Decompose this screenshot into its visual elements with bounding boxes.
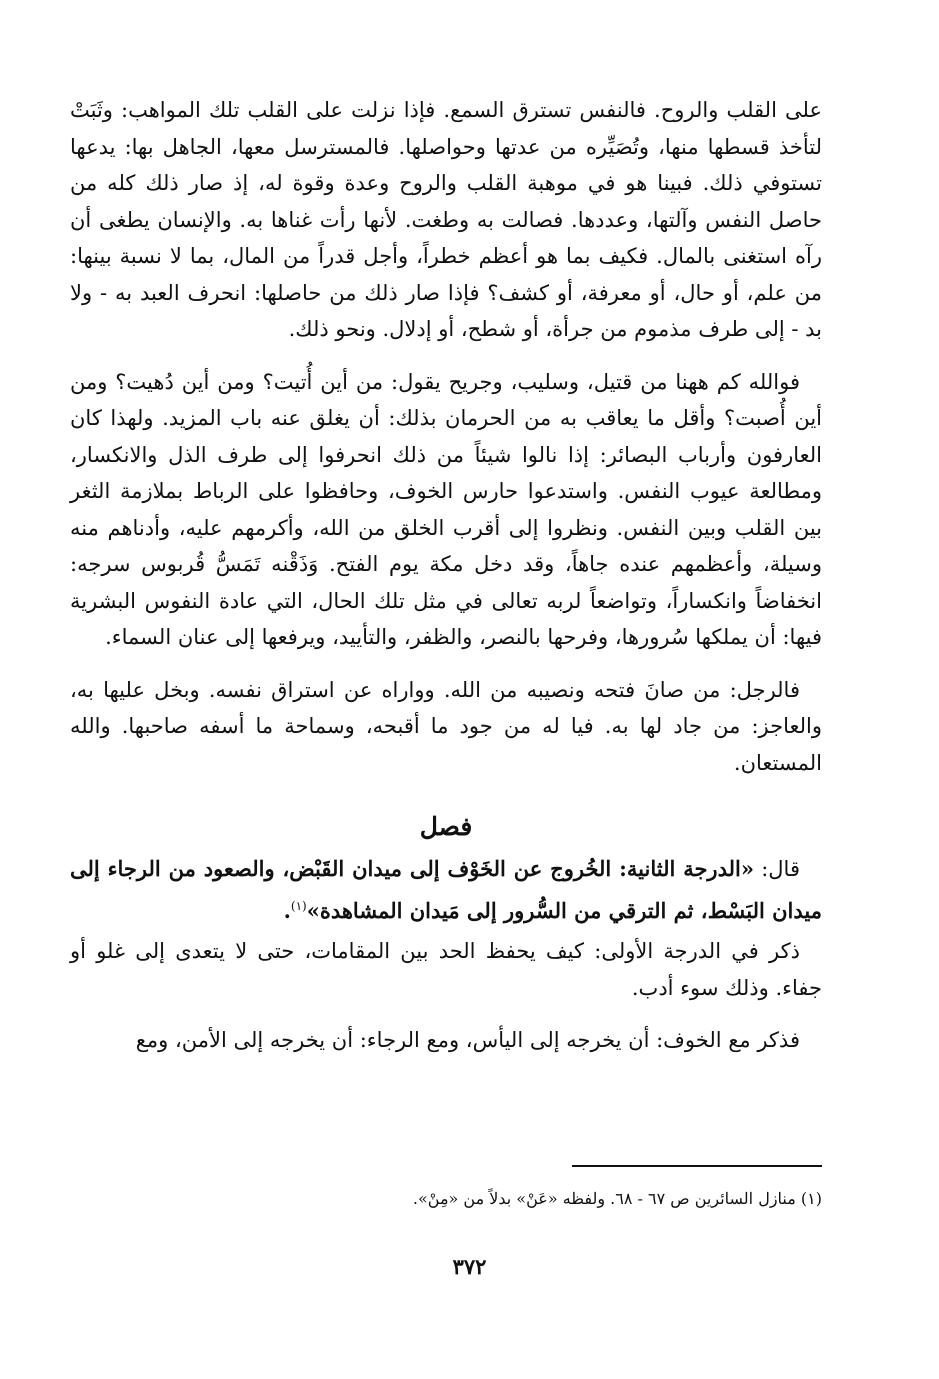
commentary-paragraph-2: فذكر مع الخوف: أن يخرجه إلى اليأس، ومع الرجاء: أن يخرجه إلى الأمن، ومع	[135, 1028, 800, 1052]
section-heading: فصل	[419, 812, 473, 841]
footnote: (١) منازل السائرين ص ٦٧ - ٦٨. ولفظه «عَنْ» بدلاً من «مِنْ».	[412, 1189, 822, 1208]
footnote-divider	[572, 1165, 822, 1167]
quote-intro: قال:	[753, 857, 800, 881]
page-body	[70, 92, 822, 1059]
footnote-marker: (١)	[290, 898, 307, 913]
body-paragraph-2: فوالله كم ههنا من قتيل، وسليب، وجريح يقول: من أين أُتيت؟ ومن أين دُهيت؟ ومن أين أُصبت؟ وأقل ما يعاقب به من الحرمان بذلك: أن يغلق عنه باب المزيد. ولهذا كان العارفون وأرباب البصائر: إذا نالوا شيئاً من ذلك انحرفوا إلى طرف الذل والانكسار، ومطالعة عيوب النفس. واستدعوا حارس الخوف، وحافظوا على الرباط بملازمة الثغر بين القلب وبين النفس. ونظروا إلى أقرب الخلق من الله، وأكرمهم عليه، وأدناهم منه وسيلة، وأعظمهم عنده جاهاً، وقد دخل مكة يوم الفتح. وَذَقْنه تَمَسُّ قُربوس سرجه: انخفاضاً وانكساراً، وتواضعاً لربه تعالى في مثل تلك الحال، التي عادة النفوس البشرية فيها: أن يملكها سُرورها، وفرحها بالنصر، والظفر، والتأييد، ويرفعها إلى عنان السماء.	[70, 369, 822, 649]
commentary-paragraph-1: ذكر في الدرجة الأولى: كيف يحفظ الحد بين المقامات، حتى لا يتعدى إلى غلو أو جفاء. وذلك سوء أدب.	[70, 939, 822, 1000]
page-number: ٣٧٢	[452, 1254, 487, 1279]
body-paragraph-1: على القلب والروح. فالنفس تسترق السمع. فإذا نزلت على القلب تلك المواهب: وثَبَتْ لتأخذ قسطها منها، وتُصَيِّره من عدتها وحواصلها. فالمسترسل معها، الجاهل بها: يدعها تستوفي ذلك. فبينا هو في موهبة القلب والروح وعدة وقوة له، إذ صار ذلك كله من حاصل النفس وآلتها، وعددها. فصالت به وطغت. لأنها رأت غناها به. والإنسان يطغى أن رآه استغنى بالمال. فكيف بما هو أعظم خطراً، وأجل قدراً من المال، بما لا نسبة بينها: من علم، أو حال، أو معرفة، أو كشف؟ فإذا صار ذلك من حاصلها: انحرف العبد به - ولا بد - إلى طرف مذموم من جرأة، أو شطح، أو إدلال. ونحو ذلك.	[70, 98, 822, 341]
quoted-text: قال: «الدرجة الثانية: الخُروج عن الخَوْف إلى ميدان القَبْض، والصعود من الرجاء إلى ميدان البَسْط، ثم الترقي من السُّرور إلى مَيدان المشاهدة»$^{(١)}$.	[70, 856, 822, 923]
body-paragraph-3: فالرجل: من صانَ فتحه ونصيبه من الله. وواراه عن استراق نفسه. وبخل عليها به، والعاجز: من جاد لها به. فيا له من جود ما أقبحه، وسماحة ما أسفه صاحبها. والله المستعان.	[70, 677, 822, 775]
quote-body: «الدرجة الثانية: الخُروج عن الخَوْف إلى ميدان القَبْض، والصعود من الرجاء إلى ميدان البَسْط، ثم الترقي من السُّرور إلى مَيدان المشاهدة»	[70, 856, 822, 923]
